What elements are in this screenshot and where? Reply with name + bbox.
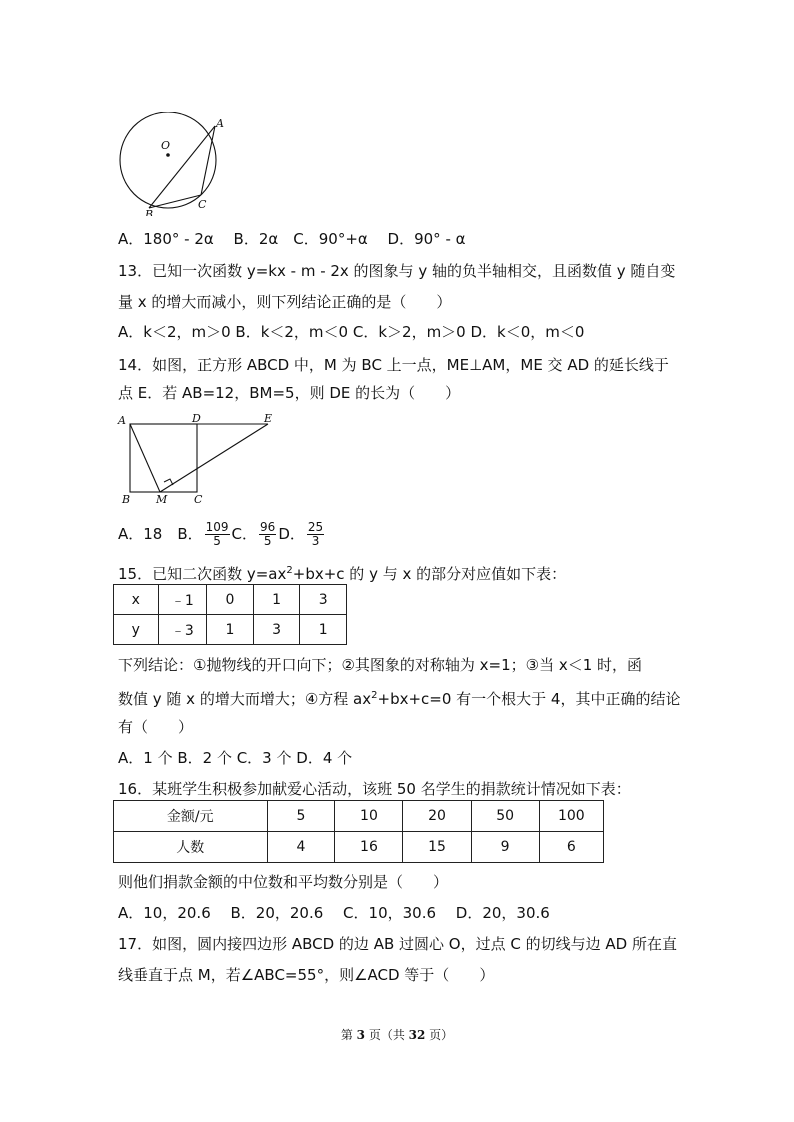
q16-stem: 16．某班学生积极参加献爱心活动，该班 50 名学生的捐款统计情况如下表： [118,780,631,798]
q14-option-b-fraction [205,521,230,548]
total-pages: 32 [408,1028,426,1042]
table-cell: 金额/元 [114,801,268,832]
q14-stem-line2: 点 E．若 AB=12，BM=5，则 DE 的长为（ ） [118,384,461,402]
table-cell: 5 [267,801,335,832]
label-b: B [145,208,154,216]
q14-option-c-fraction [259,521,276,548]
q14-options [118,516,326,552]
q13-options: A．k＜2，m＞0 B．k＜2，m＜0 C．k＞2，m＞0 D．k＜0，m＜0 [118,323,585,341]
label-m: M [156,493,168,506]
q16-question: 则他们捐款金额的中位数和平均数分别是（ ） [118,873,449,891]
table-row [114,801,604,832]
fraction-numerator: 25 [307,520,324,534]
table-cell: 3 [300,585,347,615]
table-cell: 6 [539,832,603,863]
fraction-denominator: 5 [263,534,272,548]
q16-options: A．10，20.6 B．20，20.6 C．10，30.6 D．20，30.6 [118,904,550,922]
q15-stem-text: +bx+c 的 y 与 x 的部分对应值如下表： [292,565,567,583]
q15-text: 数值 y 随 x 的增大而增大；④方程 ax [118,690,372,708]
footer-text: 页） [425,1028,454,1042]
table-cell: 10 [335,801,403,832]
q12-options: A．180° - 2α B．2α C．90°+α D．90° - α [118,230,466,248]
fraction-numerator: 109 [205,520,229,534]
superscript: 2 [286,565,293,576]
table-cell: ﹣3 [158,615,207,645]
q17-stem-line2: 线垂直于点 M，若∠ABC=55°，则∠ACD 等于（ ） [118,966,495,984]
q15-options: A．1 个 B．2 个 C．3 个 D．4 个 [118,749,353,767]
table-cell: 1 [207,615,254,645]
label-b: B [122,493,131,506]
label-c: C [194,493,203,506]
table-cell: 100 [539,801,603,832]
table-cell: 20 [403,801,471,832]
superscript: 2 [371,690,378,701]
table-cell: y [114,615,159,645]
q16-table [113,800,604,863]
page-number: 3 [356,1028,365,1042]
label-a: A [216,117,224,130]
q14-stem-line1: 14．如图，正方形 ABCD 中，M 为 BC 上一点，ME⊥AM，ME 交 AD 的延长线于 [118,356,669,374]
q13-stem-line2: 量 x 的增大而减小，则下列结论正确的是（ ） [118,293,452,311]
q14-option-c: C． [231,525,258,543]
table-cell: 0 [207,585,254,615]
q14-option-d: D． [278,525,305,543]
table-cell: 15 [403,832,471,863]
q14-option-a: A．18 B． [118,525,203,543]
label-o: O [161,139,171,152]
fraction-denominator: 5 [213,534,221,548]
label-d: D [192,412,201,425]
label-a: A [118,414,126,427]
table-cell: 4 [267,832,335,863]
table-cell: x [114,585,159,615]
table-cell: 16 [335,832,403,863]
fraction-numerator: 96 [260,520,276,534]
footer-text: 页（共 [365,1028,409,1042]
label-e: E [264,412,273,425]
table-row [114,615,347,645]
table-cell: 3 [253,615,300,645]
q15-stem [118,561,566,584]
table-cell: 人数 [114,832,268,863]
table-row [114,585,347,615]
q15-stem-text: 15．已知二次函数 y=ax [118,565,287,583]
table-cell: 1 [253,585,300,615]
q15-table [113,584,347,645]
q15-conclusions-line3: 有（ ） [118,718,194,736]
q15-conclusions-line1: 下列结论：①抛物线的开口向下；②其图象的对称轴为 x=1；③当 x＜1 时，函 [118,656,643,674]
q13-stem-line1: 13．已知一次函数 y=kx - m - 2x 的图象与 y 轴的负半轴相交，且函数值 y 随自变 [118,262,676,280]
table-cell: 9 [471,832,539,863]
label-c: C [198,198,207,211]
q15-conclusions-line2 [118,686,680,709]
table-cell: 50 [471,801,539,832]
table-cell: 1 [300,615,347,645]
circle-figure [112,112,232,216]
page-footer [0,1026,794,1043]
table-cell: ﹣1 [158,585,207,615]
q15-text: +bx+c=0 有一个根大于 4，其中正确的结论 [377,690,681,708]
fraction-denominator: 3 [311,534,320,548]
footer-text: 第 [340,1028,357,1042]
q17-stem-line1: 17．如图，圆内接四边形 ABCD 的边 AB 过圆心 O，过点 C 的切线与边 AD 所在直 [118,935,677,953]
table-row [114,832,604,863]
square-figure [116,411,281,509]
q14-option-d-fraction [307,521,324,548]
